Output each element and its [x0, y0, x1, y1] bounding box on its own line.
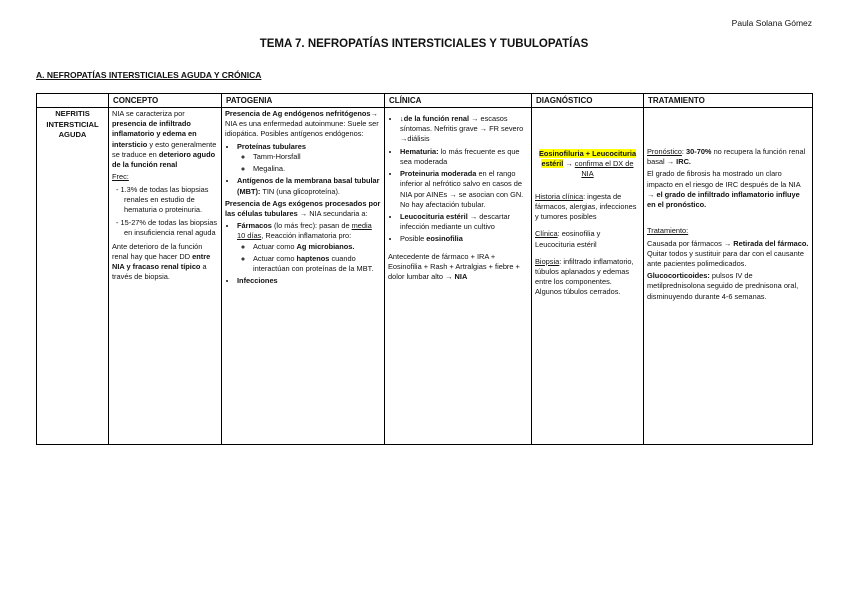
list-item: • Infecciones	[237, 276, 381, 286]
cell-patogenia	[222, 108, 385, 445]
list-item: • Proteínas tubulares ◦ Tamm-Horsfall ◦ Megalina.	[237, 142, 381, 175]
clinica-list	[388, 114, 528, 245]
table-header-row	[37, 94, 813, 108]
list-item: • ↓de la función renal → escasos síntomas. Nefritis grave → FR severo →diálisis	[400, 114, 528, 145]
cell-diagnostico	[532, 108, 644, 445]
list-item: ◦ Actuar como haptenos cuando interactúan con proteínas de la MBT.	[253, 254, 381, 274]
column-header-patogenia: PATOGENIA	[222, 94, 385, 108]
row-label: NEFRITIS INTERSTICIAL AGUDA	[37, 108, 109, 445]
frec-list	[112, 185, 218, 239]
column-header-clinica: CLÍNICA	[385, 94, 532, 108]
diagnostico-historia: Historia clínica: ingesta de fármacos, alergias, infecciones y tumores posibles	[535, 191, 637, 222]
concepto-intro: NIA se caracteriza por presencia de infiltrado inflamatorio y edema en intersticio y esto generalmente se traduce en deterioro agudo de la función renal	[112, 109, 217, 170]
column-header-diagnostico: DIAGNÓSTICO	[532, 94, 644, 108]
concepto-closing: Ante deterioro de la función renal hay que hacer DD entre NIA y fracaso renal típico a través de biopsia.	[112, 241, 211, 282]
tratamiento-pronostico: Pronóstico: 30-70% no recupera la función renal basal → IRC.	[647, 147, 806, 167]
frec-label: Frec:	[112, 172, 129, 182]
diagnostico-biopsia: Biopsia: infiltrado inflamatorio, túbulos aplanados y edemas entre los componentes. Algunos túbulos cerrados.	[535, 256, 634, 297]
cell-tratamiento	[644, 108, 813, 445]
tratamiento-glucocorticoides: Glucocorticoides: pulsos IV de metilprednisolona seguido de prednisona oral, disminuyendo durante 4-6 semanas.	[647, 271, 799, 301]
column-header-concepto: CONCEPTO	[109, 94, 222, 108]
list-item: - 1.3% de todas las biopsias renales en estudio de hematuria o proteinuria.	[116, 184, 209, 214]
author-name: Paula Solana Gómez	[731, 18, 812, 28]
content-table	[36, 93, 813, 445]
diagnostico-key: Eosinofiluria + Leucocituria estéril → confirma el DX de NIA	[538, 149, 637, 179]
list-item: ◦ Megalina.	[253, 164, 381, 174]
column-header-empty	[37, 94, 109, 108]
page-title: TEMA 7. NEFROPATÍAS INTERSTICIALES Y TUBULOPATÍAS	[259, 38, 589, 50]
list-item: • Hematuria: lo más frecuente es que sea moderada	[400, 147, 528, 167]
tratamiento-label: Tratamiento:	[647, 226, 689, 236]
tratamiento-fibrosis: El grado de fibrosis ha mostrado un claro impacto en el riesgo de IRC después de la NIA → el grado de infiltrado inflamatorio influye en el pronóstico.	[647, 169, 801, 210]
list-item: • Fármacos (lo más frec): pasan de media 10 días, Reacción inflamatoria pro: ◦ Actuar como Ag microbianos. ◦ Actuar como haptenos cuando interactúan con proteínas de la MBT.	[237, 221, 381, 274]
list-item: • Posible eosinofilia	[400, 234, 528, 244]
cell-concepto	[109, 108, 222, 445]
list-item: - 15-27% de todas las biopsias en insuficiencia renal aguda	[116, 218, 218, 238]
clinica-summary: Antecedente de fármaco + IRA + Eosinofilia + Rash + Artralgias + fiebre + dolor lumbar alto → NIA	[388, 251, 520, 282]
list-item: ◦ Tamm-Horsfall	[253, 152, 381, 162]
exogenos-list	[225, 221, 381, 286]
tratamiento-retirada: Causada por fármacos → Retirada del fármaco. Quitar todos y sustituir para dar con el causante ante pacientes polimedicados.	[647, 238, 809, 268]
list-item: • Leucocituria estéril → descartar infección mediante un cultivo	[400, 212, 528, 232]
cell-clinica	[385, 108, 532, 445]
column-header-tratamiento: TRATAMIENTO	[644, 94, 813, 108]
patogenia-exogenos: Presencia de Ags exógenos procesados por las células tubulares → NIA secundaria a:	[225, 198, 381, 218]
section-heading: A. NEFROPATÍAS INTERSTICIALES AGUDA Y CRÓNICA	[36, 70, 262, 80]
patogenia-endogenos: Presencia de Ag endógenos nefritógenos→ NIA es una enfermedad autoinmune: Suele ser idiopática. Posibles antígenos endógenos:	[225, 109, 379, 139]
endogenos-list	[225, 142, 381, 197]
list-item: • Antígenos de la membrana basal tubular (MBT): TIN (una glicoproteína).	[237, 176, 381, 196]
diagnostico-clinica: Clínica: eosinofilia y Leucocituria estéril	[535, 229, 601, 249]
table-row	[37, 108, 813, 445]
list-item: ◦ Actuar como Ag microbianos.	[253, 242, 381, 252]
list-item: • Proteinuria moderada en el rango inferior al nefrótico salvo en casos de NIA por AINEs → se asocian con GN. No hay afectación tubular.	[400, 169, 528, 210]
